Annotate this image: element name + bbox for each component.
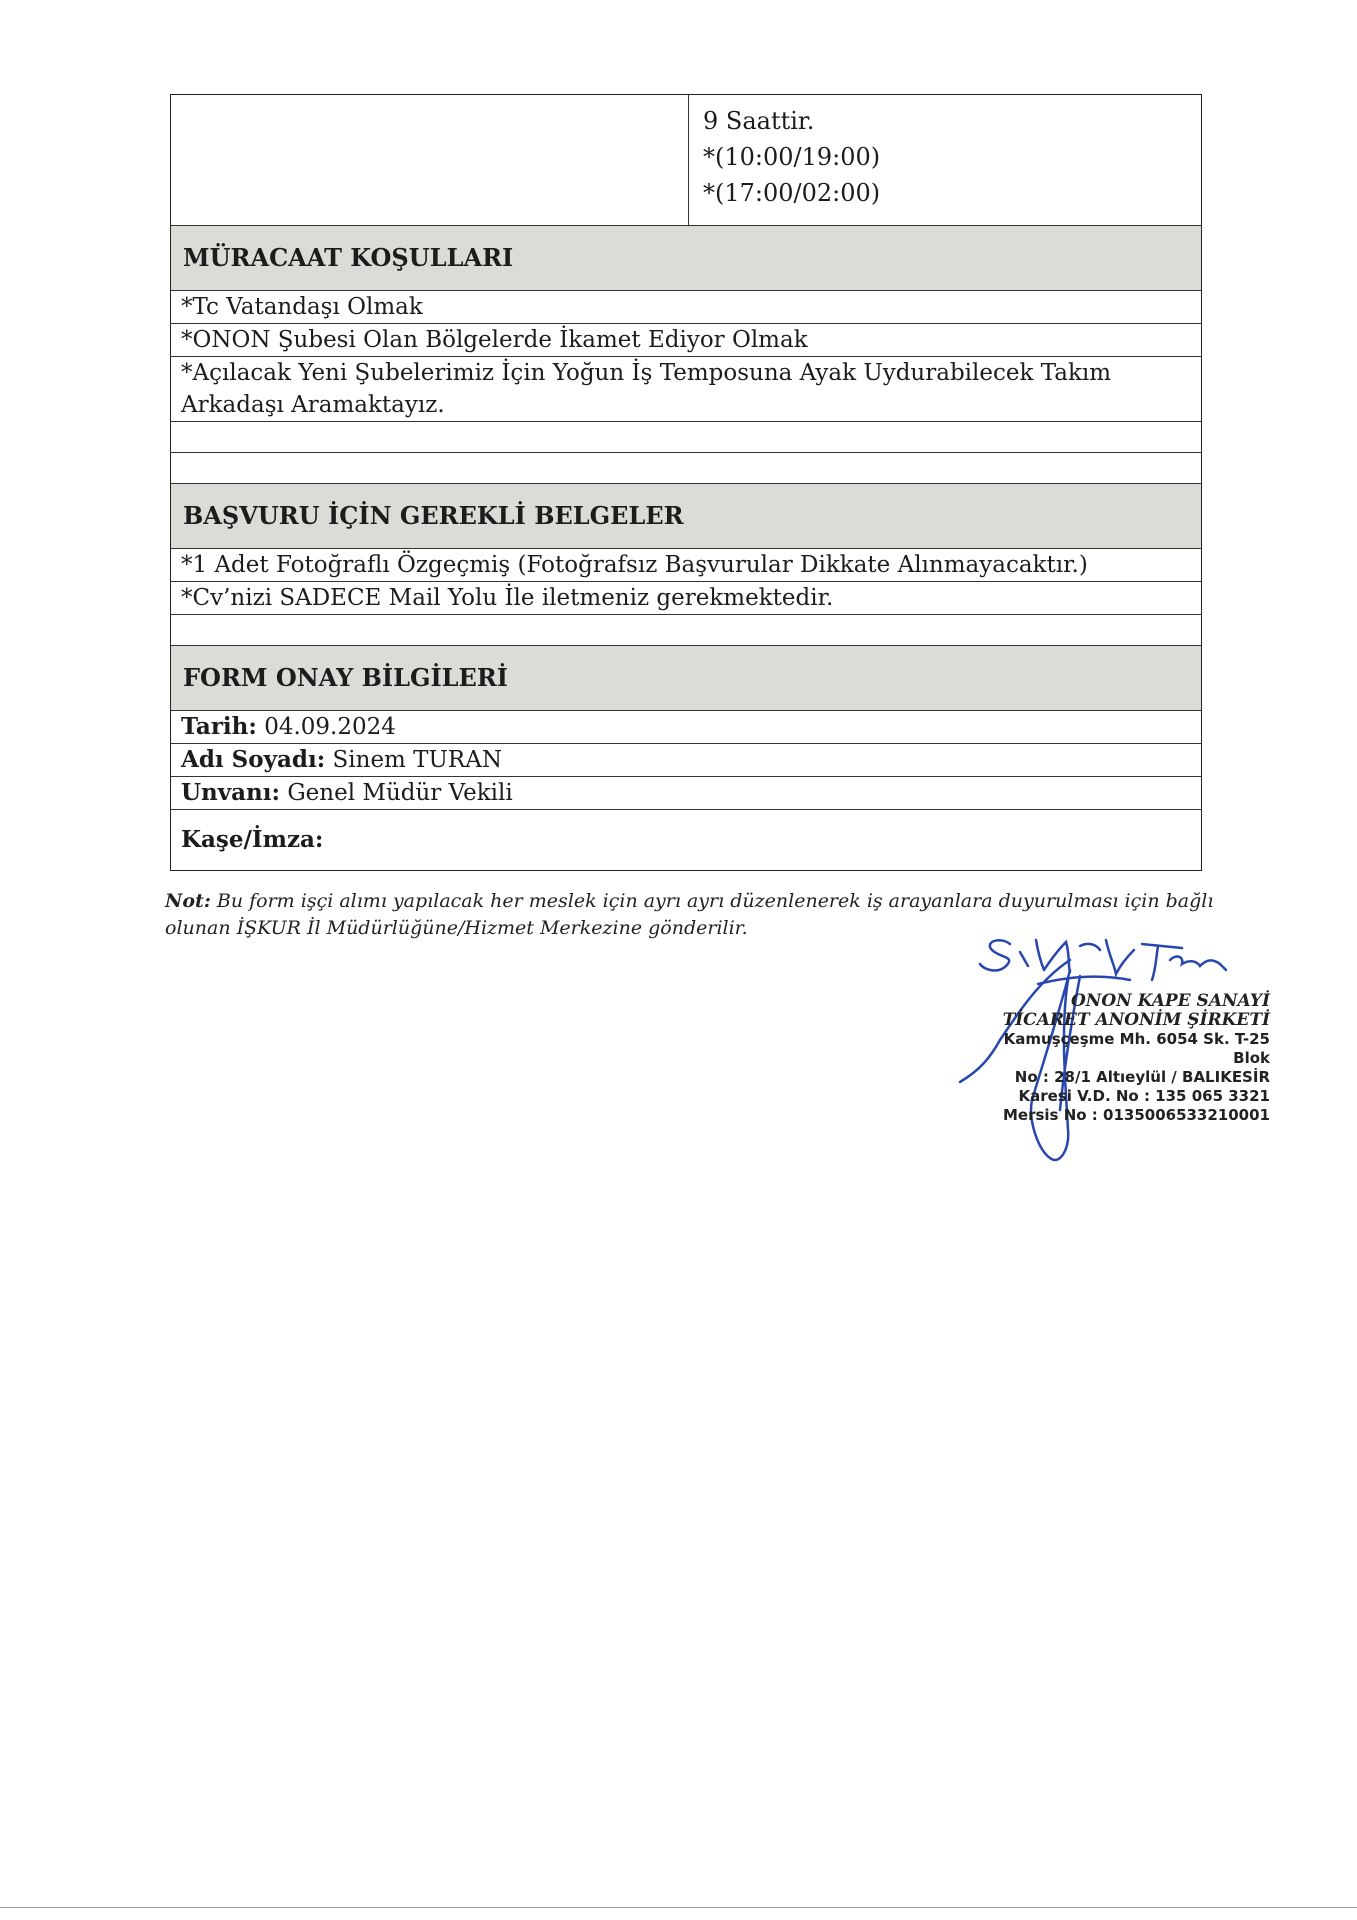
stamp-line: Mersis No : 0135006533210001: [1002, 1106, 1270, 1124]
stamp-text: [980, 992, 1270, 1125]
kase-imza-row: [171, 810, 1201, 870]
tarih-row: [171, 711, 1201, 744]
stamp-line: No : 28/1 Altıeylül / BALIKESİR: [1014, 1068, 1270, 1086]
section-header-muracaat: MÜRACAAT KOŞULLARI: [171, 226, 1201, 291]
company-stamp: [920, 930, 1270, 1170]
empty-row: [171, 453, 1201, 484]
unvan-row: [171, 777, 1201, 810]
stamp-line: Kamuşçeşme Mh. 6054 Sk. T-25 Blok: [1003, 1030, 1270, 1067]
stamp-line: TİCARET ANONİM ŞİRKETİ: [1002, 1010, 1270, 1030]
ad-soyad-label: Adı Soyadı:: [181, 746, 326, 773]
job-form-table: [170, 94, 1202, 871]
hours-line: *(17:00/02:00): [703, 179, 881, 207]
hours-line: *(10:00/19:00): [703, 143, 881, 171]
empty-row: [171, 615, 1201, 646]
muracaat-item: *Tc Vatandaşı Olmak: [171, 291, 1201, 324]
unvan-label: Unvanı:: [181, 779, 280, 806]
belge-item: *Cv’nizi SADECE Mail Yolu İle iletmeniz gerekmektedir.: [171, 582, 1201, 615]
section-header-onay: FORM ONAY BİLGİLERİ: [171, 646, 1201, 711]
note-text-2: olunan İŞKUR İl Müdürlüğüne/Hizmet Merkezine gönderilir.: [165, 917, 748, 939]
tarih-value: 04.09.2024: [264, 714, 396, 740]
note-text: Bu form işçi alımı yapılacak her meslek için ayrı ayrı düzenlenerek iş arayanlara duyurulması için bağlı: [216, 890, 1214, 912]
belge-item: *1 Adet Fotoğraflı Özgeçmiş (Fotoğrafsız Başvurular Dikkate Alınmayacaktır.): [171, 549, 1201, 582]
tarih-label: Tarih:: [181, 713, 257, 740]
note-label: Not:: [165, 890, 211, 912]
hours-label-cell: [171, 95, 689, 225]
section-header-belgeler: BAŞVURU İÇİN GEREKLİ BELGELER: [171, 484, 1201, 549]
empty-row: [171, 422, 1201, 453]
muracaat-item: *ONON Şubesi Olan Bölgelerde İkamet Ediyor Olmak: [171, 324, 1201, 357]
muracaat-item: *Açılacak Yeni Şubelerimiz İçin Yoğun İş Temposuna Ayak Uydurabilecek Takım Arkadaşı Aramaktayız.: [171, 357, 1201, 422]
hours-line: 9 Saattir.: [703, 107, 815, 135]
hours-value-cell: [689, 95, 1201, 225]
ad-soyad-value: Sinem TURAN: [332, 747, 502, 773]
stamp-line: ONON KAPE SANAYİ: [1071, 991, 1270, 1011]
kase-imza-label: Kaşe/İmza:: [181, 826, 324, 853]
page-bottom-divider: [0, 1907, 1357, 1908]
unvan-value: Genel Müdür Vekili: [287, 780, 513, 806]
working-hours-row: [171, 95, 1201, 226]
stamp-line: Karesi V.D. No : 135 065 3321: [1018, 1087, 1270, 1105]
ad-soyad-row: [171, 744, 1201, 777]
